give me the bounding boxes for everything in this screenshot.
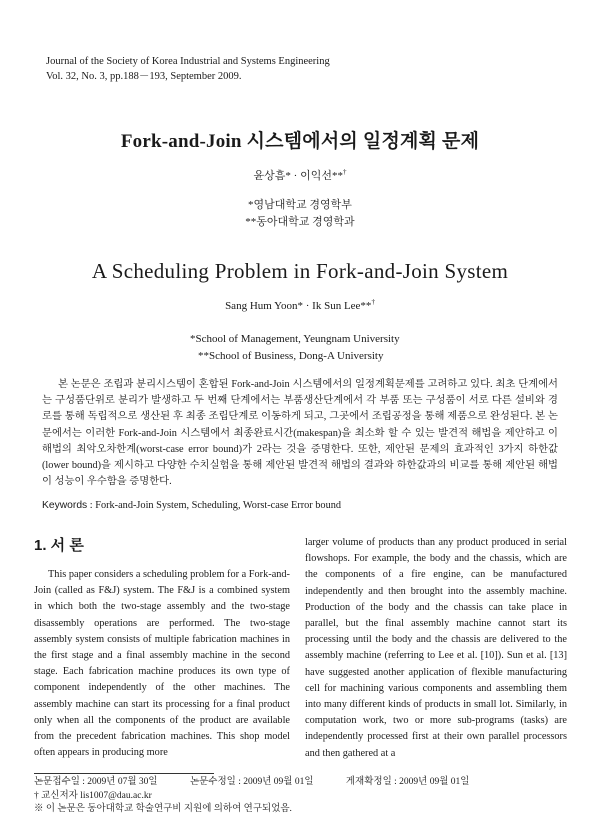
footnote-divider (34, 773, 214, 774)
keywords-list: : Fork-and-Join System, Scheduling, Worst-case Error bound (89, 500, 342, 511)
korean-author-names: 윤상흠* · 이익선** (253, 170, 343, 182)
journal-name: Journal of the Society of Korea Industrial and Systems Engineering (46, 56, 330, 67)
submission-dates (34, 776, 499, 790)
english-title: A Scheduling Problem in Fork-and-Join System (91, 259, 509, 283)
korean-title: Fork-and-Join 시스템에서의 일정계획 문제 (120, 131, 480, 152)
keywords (42, 500, 341, 511)
journal-header (46, 54, 330, 84)
english-authors (0, 298, 600, 312)
section-heading: 1. 서 론 (34, 537, 84, 554)
body-column-left: This paper considers a scheduling problem for a Fork-and-Join (called as F&J) system. The F&J is a combined system in which both the two-stage assembly and the two-stage disassembly operations are performed. The two-stage assembly system consists of multiple fabrication machines in the first stage and a final assembly machine in the second stage. Each fabrication machine produces its own type of component independently of the other machines. The assembly machine can start its processing for a final product only when all the components of the product are available from the precedent fabrication machines. This shop model often appears in producing more (34, 569, 290, 759)
footnotes (34, 776, 499, 817)
keywords-label: Keywords (42, 500, 88, 511)
english-affiliation-2: **School of Business, Dong-A University (198, 350, 384, 362)
english-affiliation-1: *School of Management, Yeungnam University (190, 333, 400, 345)
corresponding-author: † 교신저자 lis1007@dau.ac.kr (34, 790, 152, 801)
journal-volume: Vol. 32, No. 3, pp.188－193, September 2009. (46, 71, 242, 82)
korean-affiliations (0, 197, 600, 231)
korean-corresponding-mark: † (342, 168, 347, 176)
accepted-date: 게재확정일 : 2009년 09월 01일 (345, 777, 470, 787)
funding-note: ※ 이 논문은 동아대학교 학술연구비 지원에 의하여 연구되었음. (34, 804, 292, 814)
revised-date: 논문수정일 : 2009년 09월 01일 (189, 777, 314, 787)
abstract: 본 논문은 조립과 분리시스템이 혼합된 Fork-and-Join 시스템에서의 일정계획문제를 고려하고 있다. 최초 단계에서는 구성품단위로 분리가 발생하고 두 번째 단계에서는 부품생산단계에서 각 부품 또는 구성품이 서로 다른 설비와 경로를 통해 독립적으로 생산된 후 최종 조립단계로 이동하게 되고, 그곳에서 조립공정을 통해 제품으로 완성된다. 본 논문에서는 이러한 Fork-and-Join 시스템에서 최종완료시간(makespan)을 최소화 할 수 있는 발견적 해법을 제안하고 이 해법의 최악오차한계(worst-case error bound)가 2라는 것을 증명한다. 또한, 제안된 문제의 효과적인 3가지 하한값(lower bound)을 제시하고 다양한 수치실험을 통해 제안된 발견적 해법의 결과와 하한값과의 비교를 통해 제안된 해법이 성능이 우수함을 증명한다. (42, 379, 558, 488)
english-corresponding-mark: † (371, 298, 375, 306)
body-column-right: larger volume of products than any product produced in serial flowshops. For example, the body and the chassis, which are the components of a fire engine, can be manufactured independently and then brought into the assembly machine. Production of the body and the chassis can take place in parallel, but the final assembly machine cannot start its processing until the body and the chassis are delivered to the assembly machine (referring to Lee et al. [10]). Sun et al. [13] have suggested another application of flexible manufacturing cell for machining various components and assembling them into many different kinds of products in small lot. Similarly, in computation work, two or more sub-programs (tasks) are independently processed first at their own parallel processors and then gathered at a (305, 537, 567, 759)
english-affiliations (190, 331, 400, 365)
korean-affiliation-2: **동아대학교 경영학과 (245, 216, 355, 228)
korean-affiliation-1: *영남대학교 경영학부 (248, 199, 352, 211)
english-author-names: Sang Hum Yoon* · Ik Sun Lee** (225, 300, 372, 312)
korean-authors (0, 167, 600, 183)
received-date: 논문접수일 : 2009년 07월 30일 (34, 777, 158, 787)
